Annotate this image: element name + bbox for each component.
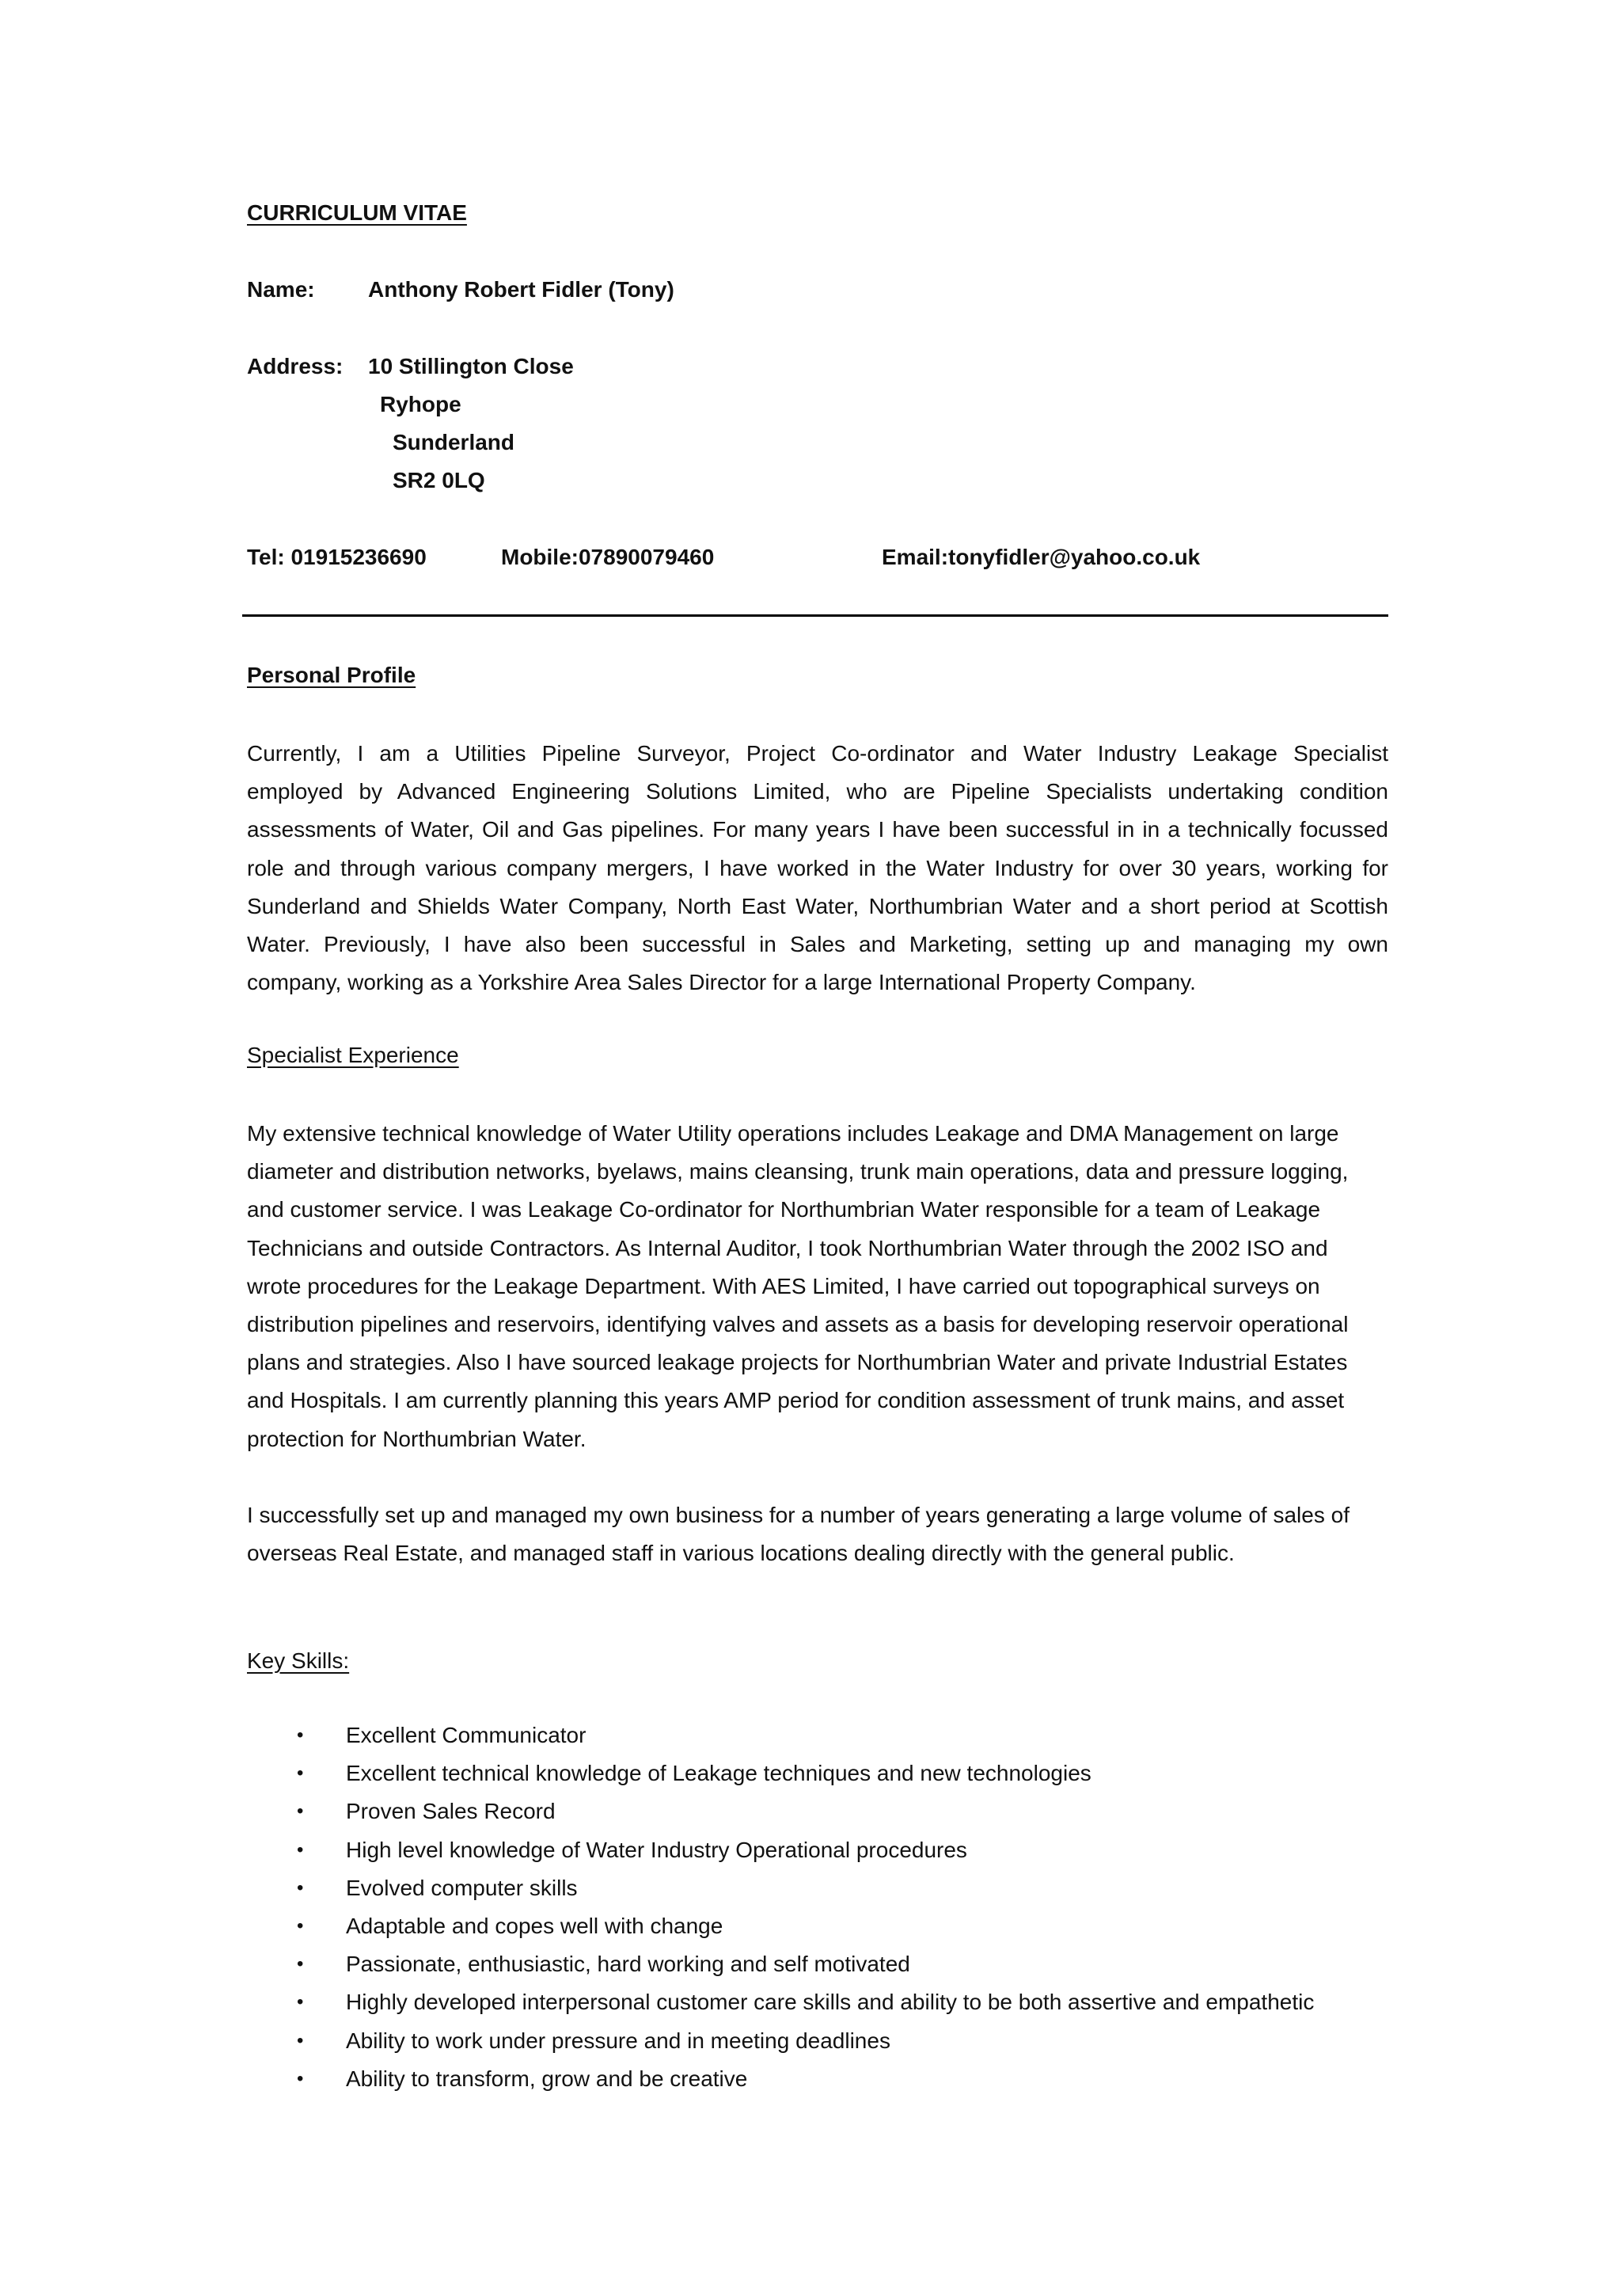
experience-line: and Hospitals. I am currently planning this years AMP period for condition assessment of trunk mains, and asset bbox=[247, 1388, 1345, 1413]
list-item bbox=[247, 1907, 1314, 1945]
list-item bbox=[247, 1983, 1314, 2021]
experience-line: distribution pipelines and reservoirs, identifying valves and assets as a basis for developing reservoir operational bbox=[247, 1312, 1349, 1337]
bullet-icon: • bbox=[297, 2067, 304, 2089]
profile-line: Water. Previously, I have also been successful in Sales and Marketing, setting up and managing my own bbox=[247, 932, 1388, 957]
specialist-experience-text bbox=[247, 1115, 1388, 1458]
experience-line: diameter and distribution networks, byelaws, mains cleansing, trunk main operations, data and pressure logging, bbox=[247, 1159, 1349, 1184]
profile-line: employed by Advanced Engineering Solutions Limited, who are Pipeline Specialists undertaking condition bbox=[247, 779, 1388, 804]
specialist-experience-heading: Specialist Experience bbox=[247, 1043, 459, 1067]
list-item bbox=[247, 1869, 1314, 1907]
skill-text: Proven Sales Record bbox=[346, 1799, 556, 1824]
header-divider bbox=[242, 614, 1388, 617]
skill-text: Excellent Communicator bbox=[346, 1723, 587, 1747]
list-item bbox=[247, 1754, 1314, 1792]
skill-text: Excellent technical knowledge of Leakage techniques and new technologies bbox=[346, 1761, 1091, 1786]
address-label: Address: bbox=[247, 354, 344, 378]
bullet-icon: • bbox=[297, 2029, 304, 2051]
list-item bbox=[247, 1831, 1314, 1869]
address-line-1: 10 Stillington Close bbox=[368, 354, 574, 378]
mobile: Mobile:07890079460 bbox=[501, 545, 715, 569]
profile-line: role and through various company mergers, I have worked in the Water Industry for over 30 years, working for bbox=[247, 855, 1388, 880]
profile-line: company, working as a Yorkshire Area Sales Director for a large International Property Company. bbox=[247, 970, 1196, 995]
profile-line: assessments of Water, Oil and Gas pipelines. For many years I have been successful in in a technically focussed bbox=[247, 817, 1388, 842]
bullet-icon: • bbox=[297, 1991, 304, 2013]
skill-text: Adaptable and copes well with change bbox=[346, 1913, 723, 1938]
skill-text: Highly developed interpersonal customer care skills and ability to be both assertive and empathetic bbox=[346, 1990, 1315, 2015]
skill-text: Evolved computer skills bbox=[346, 1875, 578, 1900]
list-item bbox=[247, 2060, 1314, 2098]
experience-line: My extensive technical knowledge of Water Utility operations includes Leakage and DMA Management on large bbox=[247, 1121, 1339, 1146]
skill-text: High level knowledge of Water Industry Operational procedures bbox=[346, 1837, 967, 1862]
list-item bbox=[247, 2022, 1314, 2060]
bullet-icon: • bbox=[297, 1876, 304, 1899]
address-line-2: Ryhope bbox=[380, 392, 461, 416]
key-skills-heading: Key Skills: bbox=[247, 1648, 350, 1673]
personal-profile-heading: Personal Profile bbox=[247, 663, 416, 687]
list-item bbox=[247, 1792, 1314, 1830]
key-skills-list bbox=[247, 1716, 1314, 2098]
email: Email:tonyfidler@yahoo.co.uk bbox=[882, 545, 1201, 569]
bullet-icon: • bbox=[297, 1914, 304, 1937]
experience-line: plans and strategies. Also I have sourced leakage projects for Northumbrian Water and private Industrial Estates bbox=[247, 1350, 1348, 1375]
experience-line: Technicians and outside Contractors. As Internal Auditor, I took Northumbrian Water through the 2002 ISO and bbox=[247, 1235, 1328, 1260]
bullet-icon: • bbox=[297, 1800, 304, 1823]
experience-line: protection for Northumbrian Water. bbox=[247, 1426, 587, 1451]
experience-line: and customer service. I was Leakage Co-ordinator for Northumbrian Water responsible for a team of Leakage bbox=[247, 1197, 1321, 1222]
bullet-icon: • bbox=[297, 1762, 304, 1785]
address-line-4: SR2 0LQ bbox=[393, 468, 485, 492]
page-title: CURRICULUM VITAE bbox=[247, 200, 467, 225]
list-item bbox=[247, 1945, 1314, 1983]
bullet-icon: • bbox=[297, 1724, 304, 1746]
profile-line: Currently, I am a Utilities Pipeline Surveyor, Project Co-ordinator and Water Industry Leakage Specialist bbox=[247, 741, 1388, 766]
experience-line: wrote procedures for the Leakage Department. With AES Limited, I have carried out topographical surveys on bbox=[247, 1273, 1320, 1298]
list-item bbox=[247, 1716, 1314, 1754]
personal-profile-text bbox=[247, 735, 1388, 1002]
skill-text: Ability to transform, grow and be creative bbox=[346, 2066, 748, 2091]
business-line: overseas Real Estate, and managed staff in various locations dealing directly with the general public. bbox=[247, 1541, 1235, 1566]
skill-text: Ability to work under pressure and in meeting deadlines bbox=[346, 2028, 890, 2053]
profile-line: Sunderland and Shields Water Company, North East Water, Northumbrian Water and a short period at Scottish bbox=[247, 893, 1388, 918]
bullet-icon: • bbox=[297, 1838, 304, 1861]
skill-text: Passionate, enthusiastic, hard working and self motivated bbox=[346, 1952, 910, 1977]
tel: Tel: 01915236690 bbox=[247, 545, 427, 569]
address-line-3: Sunderland bbox=[393, 430, 515, 454]
business-paragraph bbox=[247, 1496, 1388, 1572]
bullet-icon: • bbox=[297, 1953, 304, 1975]
name-label: Name: bbox=[247, 277, 315, 302]
name-value: Anthony Robert Fidler (Tony) bbox=[368, 277, 674, 302]
business-line: I successfully set up and managed my own business for a number of years generating a large volume of sales of bbox=[247, 1503, 1350, 1527]
